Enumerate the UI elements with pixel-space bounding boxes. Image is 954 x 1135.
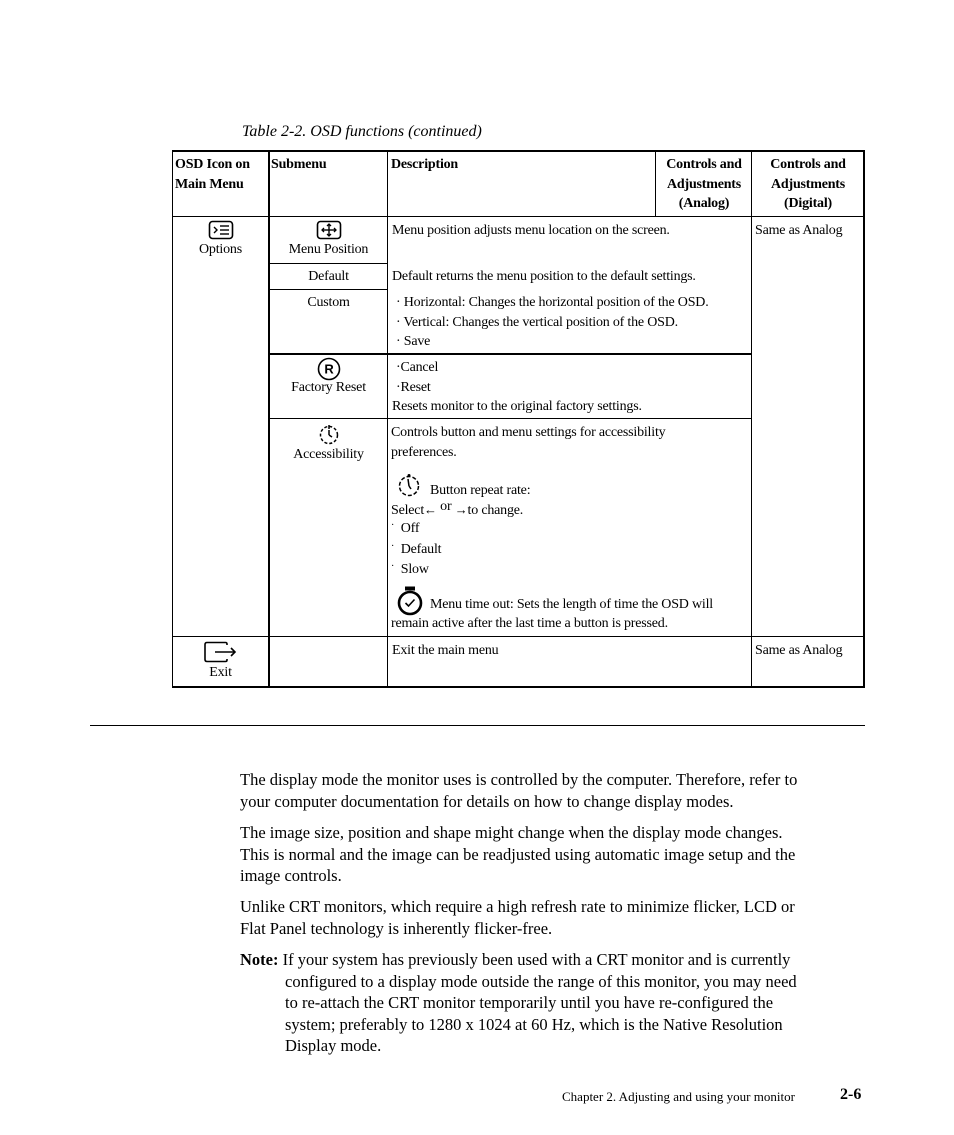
menu-position-icon [270,220,387,240]
accessibility-icon [270,423,387,445]
footer-chapter: Chapter 2. Adjusting and using your monitor [562,1089,795,1104]
list-item: · Horizontal: Changes the horizontal position of the OSD. [396,295,709,310]
exit-label: Exit [209,665,232,680]
repeat-rate-label: Button repeat rate: [430,483,531,498]
accessibility-desc: Controls button and menu settings for accessibility preferences. [391,425,666,460]
menu-position-desc: Menu position adjusts menu location on the screen. [392,223,670,238]
list-item: · Off [391,520,420,536]
header-analog: Controls and Adjustments (Analog) [666,157,742,211]
note-label: Note: [240,950,279,969]
menu-position-cell [270,220,387,260]
options-label: Options [199,242,242,257]
paragraph-display-mode: The display mode the monitor uses is controlled by the computer. Therefore, refer to your computer documentation for details on how to change display modes. [240,770,798,811]
arrow-right-icon: → [454,502,468,517]
select-line: Select← or →to change. [391,499,524,518]
default-label: Default [308,269,349,284]
exit-digital: Same as Analog [755,643,843,658]
custom-items [396,293,709,352]
factory-reset-label: Factory Reset [291,380,366,395]
accessibility-cell [270,423,387,465]
arrow-left-icon: ← [424,502,437,517]
header-submenu: Submenu [271,157,327,172]
list-item: · Slow [391,561,429,577]
list-item: · Default [391,540,442,557]
page-number: 2-6 [840,1086,862,1103]
timeout-desc-2: remain active after the last time a button is pressed. [391,616,668,631]
options-icon [173,220,268,240]
default-desc: Default returns the menu position to the default settings. [392,269,696,284]
paragraph-image-size: The image size, position and shape might change when the display mode changes. This is normal and the image can be readjusted using automatic image setup and the image controls. [240,823,796,885]
repeat-rate-options [391,519,441,581]
repeat-rate-icon [397,473,423,497]
options-cell [173,220,268,260]
list-item: · Save [396,334,431,349]
custom-label: Custom [307,295,350,310]
exit-cell [173,641,268,683]
paragraph-crt: Unlike CRT monitors, which require a high refresh rate to minimize flicker, LCD or Flat Panel technology is inherently flicker-free. [240,897,795,938]
factory-reset-cell [270,357,387,398]
accessibility-label: Accessibility [293,447,364,462]
exit-desc: Exit the main menu [392,643,499,658]
table-caption: Table 2-2. OSD functions (continued) [242,123,482,140]
header-icon-col: OSD Icon on Main Menu [175,157,250,192]
timeout-desc-1: Menu time out: Sets the length of time the OSD will [430,597,713,612]
options-digital: Same as Analog [755,223,843,238]
svg-text:R: R [323,361,334,377]
header-digital: Controls and Adjustments (Digital) [770,157,846,211]
note: Note: If your system has previously been used with a CRT monitor and is currently configured to a display mode outside the range of this monitor, you may need to re-attach the CRT monitor temporarily until you have re-configured the system; preferably to 1280 x 1024 at 60 Hz, which is the Native Resolution Display mode. [240,950,797,1055]
section-divider [90,725,865,726]
timeout-icon [396,586,424,616]
factory-reset-desc: ·Cancel ·Reset Resets monitor to the original factory settings. [392,360,642,414]
menu-position-label: Menu Position [288,242,369,257]
list-item: ·Cancel [396,360,439,375]
exit-icon [173,641,268,663]
list-item: · Vertical: Changes the vertical position of the OSD. [396,314,678,330]
header-description: Description [391,157,459,172]
list-item: ·Reset [396,379,431,395]
